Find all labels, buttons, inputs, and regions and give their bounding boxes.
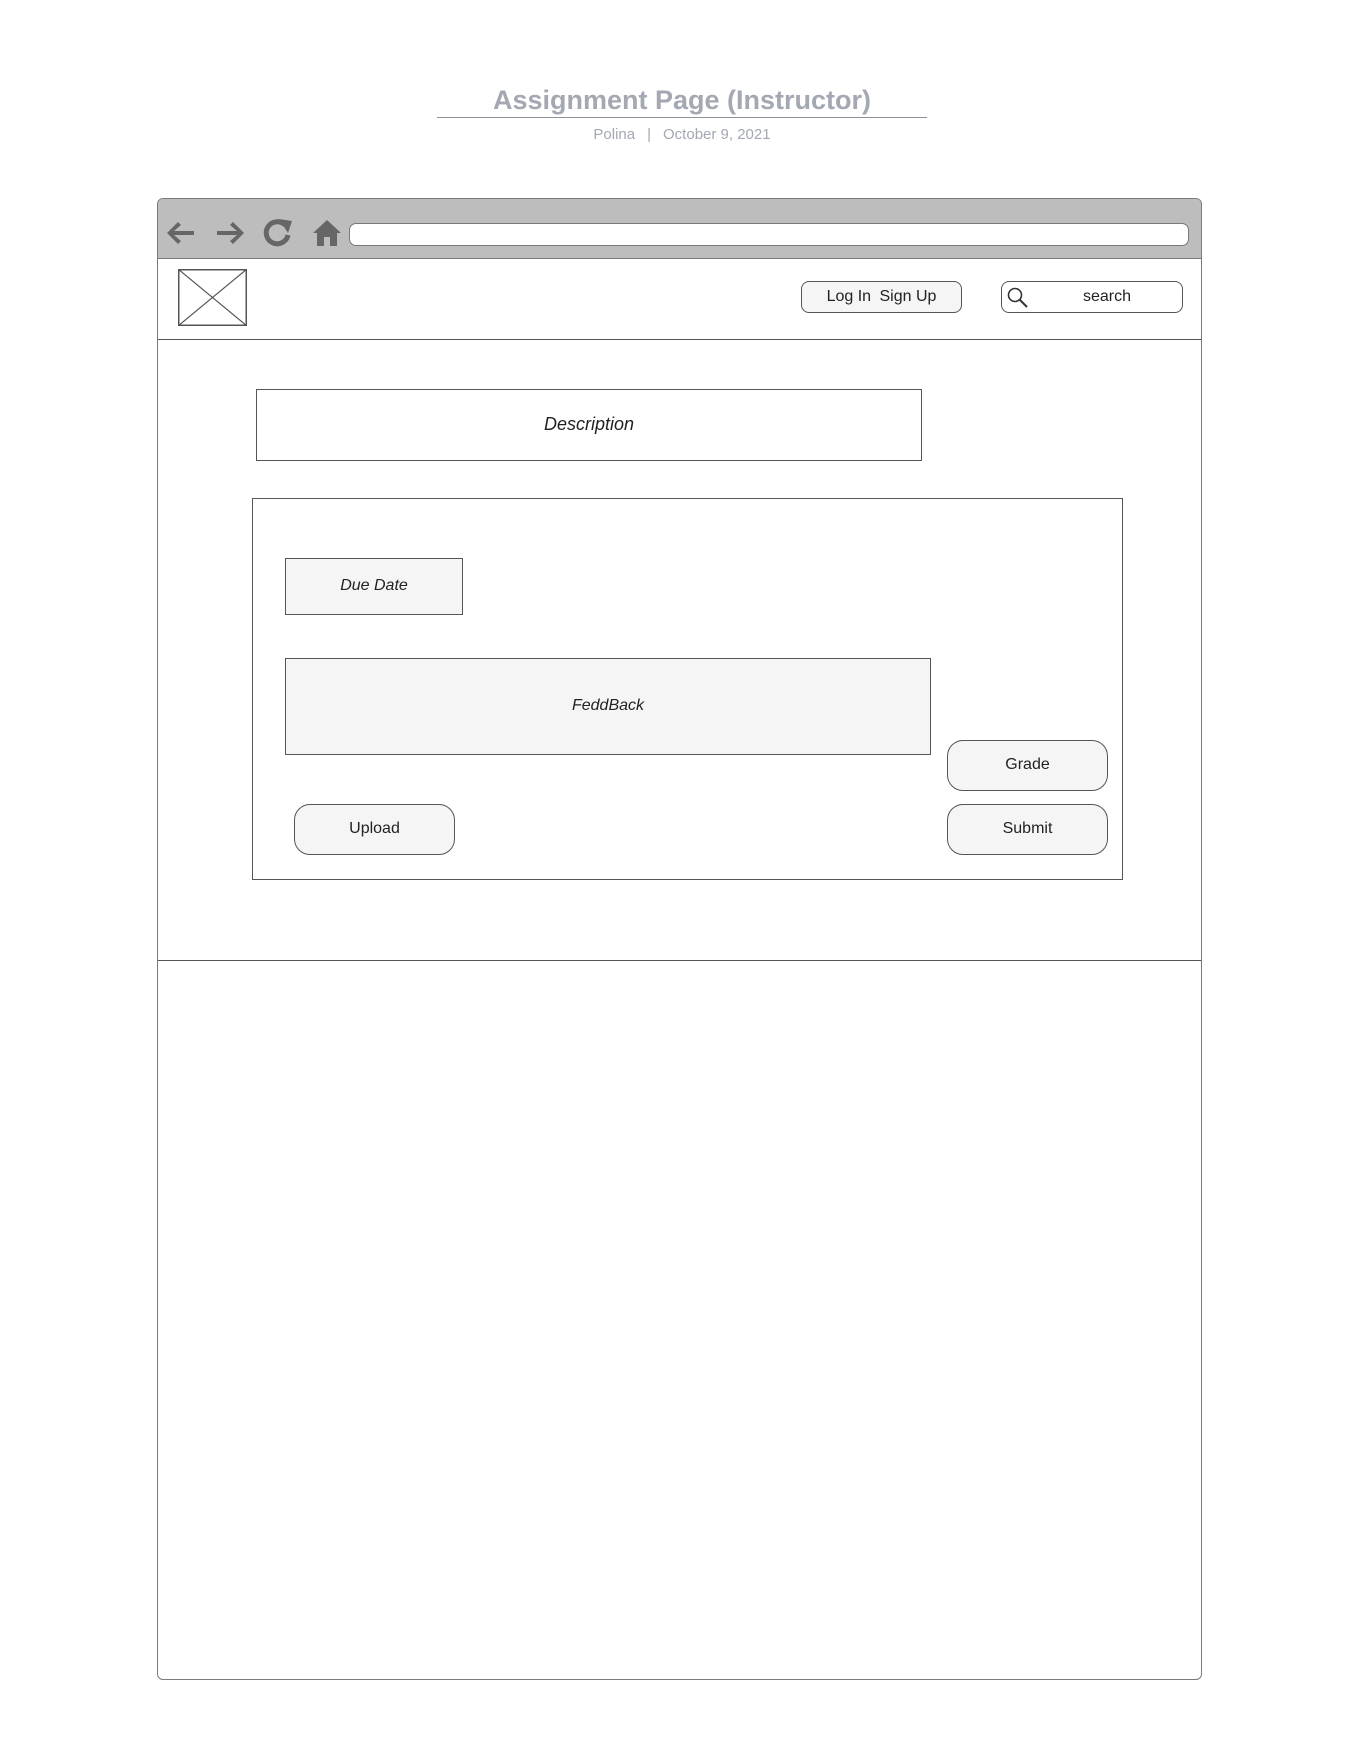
- login-signup-button[interactable]: [801, 281, 962, 313]
- grade-button[interactable]: Grade: [947, 740, 1108, 791]
- search-icon: [1006, 286, 1030, 310]
- due-date-field[interactable]: Due Date: [285, 558, 463, 615]
- address-bar[interactable]: [349, 223, 1189, 246]
- document-title: Assignment Page (Instructor): [437, 82, 927, 118]
- document-meta: [437, 124, 927, 146]
- site-header: [158, 260, 1201, 340]
- main-content: [158, 341, 1201, 961]
- forward-arrow-icon[interactable]: [214, 216, 248, 250]
- signup-link[interactable]: Sign Up: [879, 288, 937, 305]
- description-box[interactable]: Description: [256, 389, 922, 461]
- back-arrow-icon[interactable]: [163, 216, 197, 250]
- assignment-panel: [252, 498, 1123, 880]
- feedback-field[interactable]: FeddBack: [285, 658, 931, 755]
- image-placeholder-icon: [178, 269, 247, 326]
- author-name: Polina: [593, 126, 636, 143]
- refresh-icon[interactable]: [261, 216, 295, 250]
- home-icon[interactable]: [310, 216, 344, 250]
- upload-button[interactable]: Upload: [294, 804, 455, 855]
- search-input[interactable]: [1001, 281, 1183, 313]
- login-link[interactable]: Log In: [826, 288, 872, 305]
- meta-separator: |: [647, 126, 652, 143]
- document-date: October 9, 2021: [663, 126, 771, 143]
- submit-button[interactable]: Submit: [947, 804, 1108, 855]
- browser-toolbar: [158, 199, 1201, 259]
- browser-window: [157, 198, 1202, 1680]
- search-placeholder: search: [1082, 288, 1132, 305]
